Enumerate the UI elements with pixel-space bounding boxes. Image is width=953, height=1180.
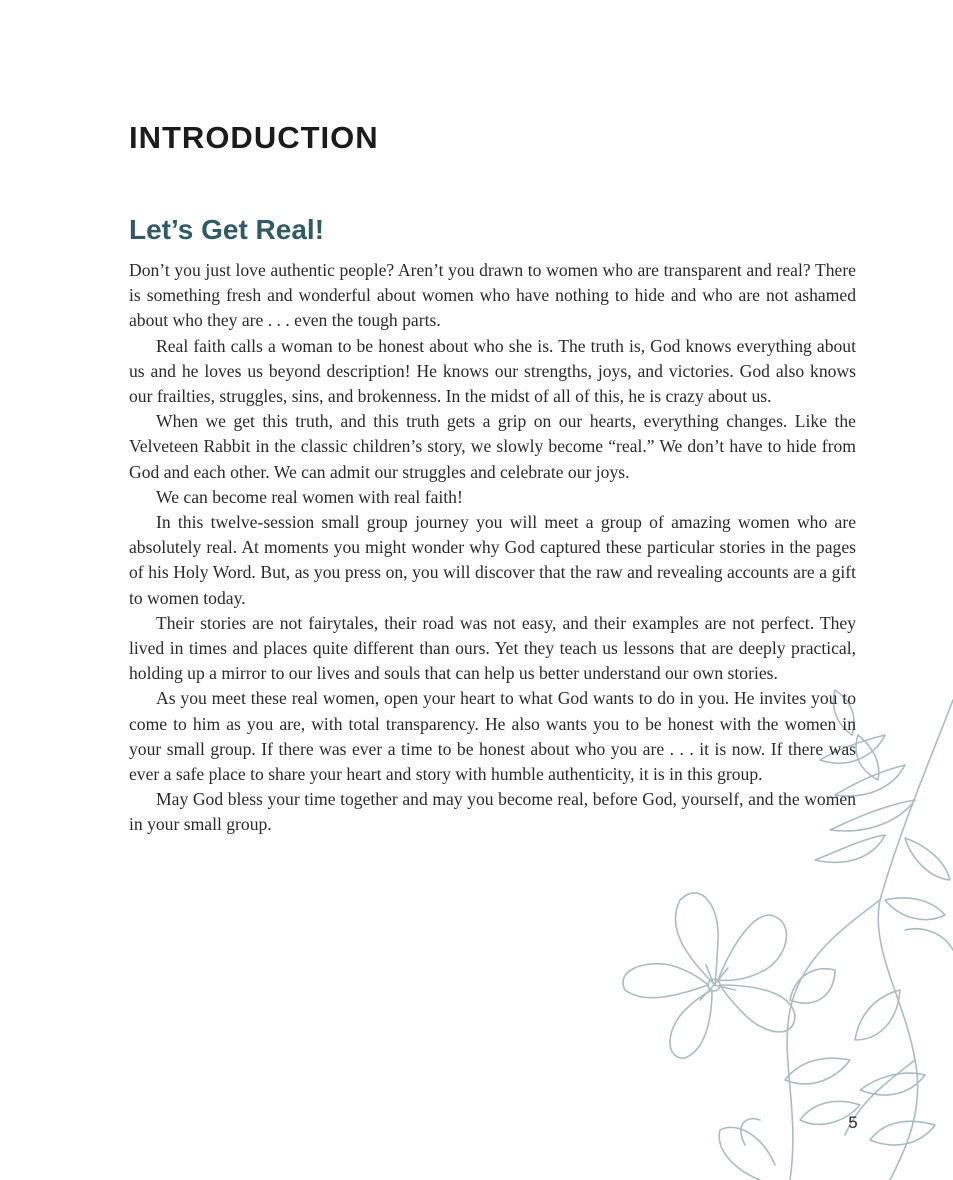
- page-number: 5: [848, 1113, 858, 1132]
- paragraph: When we get this truth, and this truth gets a grip on our hearts, everything changes. Like the Velveteen Rabbit in the classic children’s story, we slowly become “real.” We don’t have to hide from God and each other. We can admit our struggles and celebrate our joys.: [129, 411, 856, 482]
- leaf: [885, 898, 945, 920]
- paragraph: Real faith calls a woman to be honest about who she is. The truth is, God knows everything about us and he loves us beyond description! He knows our strengths, joys, and victories. God also knows our frailties, struggles, sins, and brokenness. In the midst of all of this, he is crazy about us.: [129, 335, 856, 407]
- flower-petal: [623, 964, 708, 998]
- leaf: [905, 929, 953, 950]
- paragraph: In this twelve-session small group journey you will meet a group of amazing women who are absolutely real. At moments you might wonder why God captured these particular stories in the pages of his Holy Word. But, as you press on, you will discover that the raw and revealing accounts are a gift to women today.: [129, 512, 856, 608]
- leaf: [860, 1073, 925, 1095]
- paragraph: Don’t you just love authentic people? Aren’t you drawn to women who are transparent and real? There is something fresh and wonderful about women who have nothing to hide and who are not ashamed about who they are . . . even the tough parts.: [129, 260, 856, 331]
- leaf: [790, 969, 835, 1003]
- flower-bud: [741, 1119, 760, 1145]
- leaf: [856, 735, 879, 780]
- flower-center: [708, 979, 720, 991]
- chapter-title: INTRODUCTION: [129, 120, 379, 155]
- leaf: [905, 838, 950, 880]
- leaf: [815, 835, 885, 862]
- leaf: [855, 990, 900, 1040]
- section-heading: Let’s Get Real!: [129, 214, 325, 245]
- paragraph: Their stories are not fairytales, their road was not easy, and their examples are not perfect. They lived in times and places quite different than ours. Yet they teach us lessons that are deeply practical, holding up a mirror to our lives and souls that can help us better understand our own stories.: [129, 612, 856, 684]
- leaf: [785, 1058, 850, 1084]
- flower-petal: [718, 915, 786, 981]
- stem: [878, 700, 953, 1180]
- flower-petal: [720, 985, 795, 1032]
- paragraph: May God bless your time together and may you become real, before God, yourself, and the women in your small group.: [129, 789, 856, 835]
- leaf: [870, 1121, 935, 1145]
- paragraph: We can become real women with real faith!: [156, 486, 463, 507]
- flower-petal: [670, 990, 712, 1058]
- flower-petal: [675, 893, 718, 985]
- body-text: [129, 258, 856, 838]
- paragraph: As you meet these real women, open your heart to what God wants to do in you. He invites you to come to him as you are, with total transparency. He also wants you to be honest with the women in your small group. If there was ever a time to be honest about who you are . . . it is now. If there was ever a safe place to share your heart and story with humble authenticity, it is in this group.: [129, 688, 856, 785]
- stem: [787, 900, 880, 1180]
- flower-bud: [719, 1127, 775, 1180]
